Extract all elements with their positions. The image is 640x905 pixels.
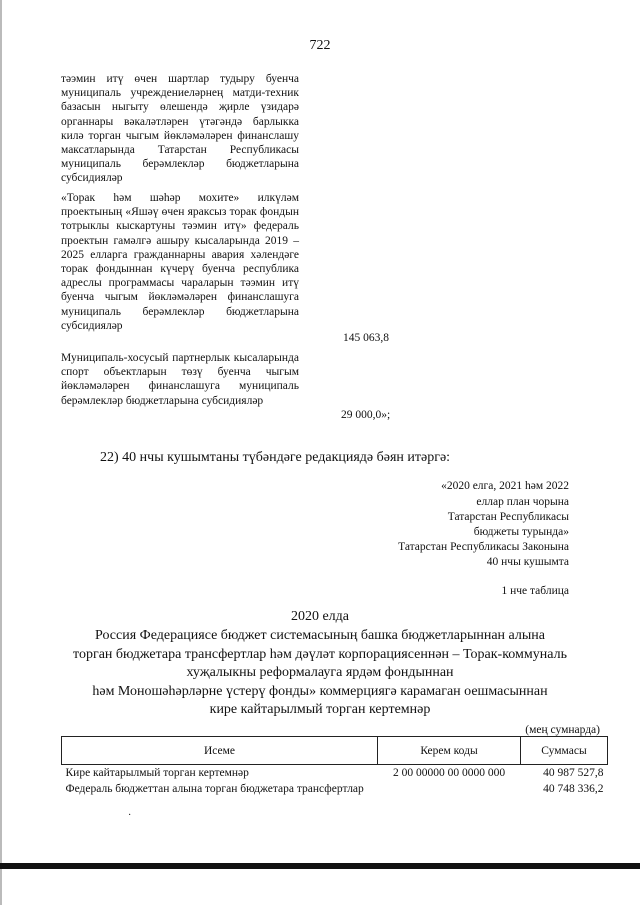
scan-edge xyxy=(0,0,2,905)
budget-item-paragraph: «Торак һәм шәһәр мохите» илкүләм проектының «Яшәү өчен яраксыз торак фондын тотрыклы кыскартуны тәэмин итү» федераль проектын гамәлгә ашыру кысаларында 2019 – 2025 елларга гражданнарны авария хәлендәге торак фондыннан күчерү буенча республика адреслы программасы чараларын тәэмин итү буенча чыгым йөкләмәләрен финанслашуга муниципаль берәмлекләр бюджетларына субсидияләр xyxy=(61,192,299,332)
appendix-header-line: еллар план чорына xyxy=(476,496,569,508)
revenue-table xyxy=(61,736,608,797)
row-code: 2 00 00000 00 0000 000 xyxy=(392,767,506,779)
table-number-label: 1 нче таблица xyxy=(501,585,569,597)
scan-speck: · xyxy=(128,810,132,821)
budget-item-amount: 29 000,0»; xyxy=(341,409,391,421)
title-line: кире кайтарылмый торган кертемнәр xyxy=(209,702,431,717)
title-year: 2020 елда xyxy=(290,609,350,624)
row-name: Кире кайтарылмый торган кертемнәр xyxy=(65,767,249,779)
appendix-header-line: Татарстан Республикасы Законына xyxy=(398,541,569,553)
title-line: Россия Федерациясе бюджет системасының башка бюджетларыннан алына xyxy=(95,628,545,643)
header-code: Керем коды xyxy=(378,737,521,765)
row-name: Федераль бюджеттан алына торган бюджетара трансфертлар xyxy=(65,783,364,795)
table-row xyxy=(62,765,608,782)
amendment-intro: 22) 40 нчы кушымтаны түбәндәге редакциядә бәян итәргә: xyxy=(100,450,451,465)
budget-item-paragraph: Муниципаль-хосусый партнерлык кысаларында спорт объектларын төзү буенча чыгым йөкләмәләрен финанслашуга муниципаль берәмлекләр бюджетларына субсидияләр xyxy=(61,352,299,407)
row-sum: 40 748 336,2 xyxy=(543,783,604,795)
row-code xyxy=(378,781,521,797)
budget-item-amount: 145 063,8 xyxy=(343,332,389,344)
title-line: хуҗалыкны реформалауга ярдәм фондыннан xyxy=(186,665,454,680)
header-sum: Суммасы xyxy=(521,737,608,765)
appendix-header-line: «2020 елга, 2021 һәм 2022 xyxy=(441,480,569,492)
row-sum: 40 987 527,8 xyxy=(543,767,604,779)
scan-bottom-bar xyxy=(0,863,640,869)
units-label: (мең сумнарда) xyxy=(525,724,600,736)
appendix-header-line: Татарстан Республикасы xyxy=(447,511,569,523)
appendix-header-line: бюджеты турында» xyxy=(473,526,569,538)
appendix-header-line: 40 нчы кушымта xyxy=(486,556,569,568)
header-name: Исеме xyxy=(62,737,378,765)
title-line: торган бюджетара трансфертлар һәм дәүләт корпорациясеннән – Торак-коммуналь xyxy=(73,647,567,662)
page-number: 722 xyxy=(309,38,331,53)
title-line: һәм Моношәһәрләрне үстерү фонды» коммерциягә карамаган оешмасыннан xyxy=(92,684,548,699)
table-header-row xyxy=(62,737,608,765)
table-row xyxy=(62,781,608,797)
budget-item-paragraph: тәэмин итү өчен шартлар тудыру буенча муниципаль учреждениеләрнең матди-техник базасын ныгыту өлешендә җирле үзидарә органнары вәкаләтләрен үтәгәндә барлыкка килә торган чыгым йөкләмәләрен финанслашу максатларында Татарстан Республикасы муниципаль берәмлекләр бюджетларына субсидияләр xyxy=(61,73,299,185)
